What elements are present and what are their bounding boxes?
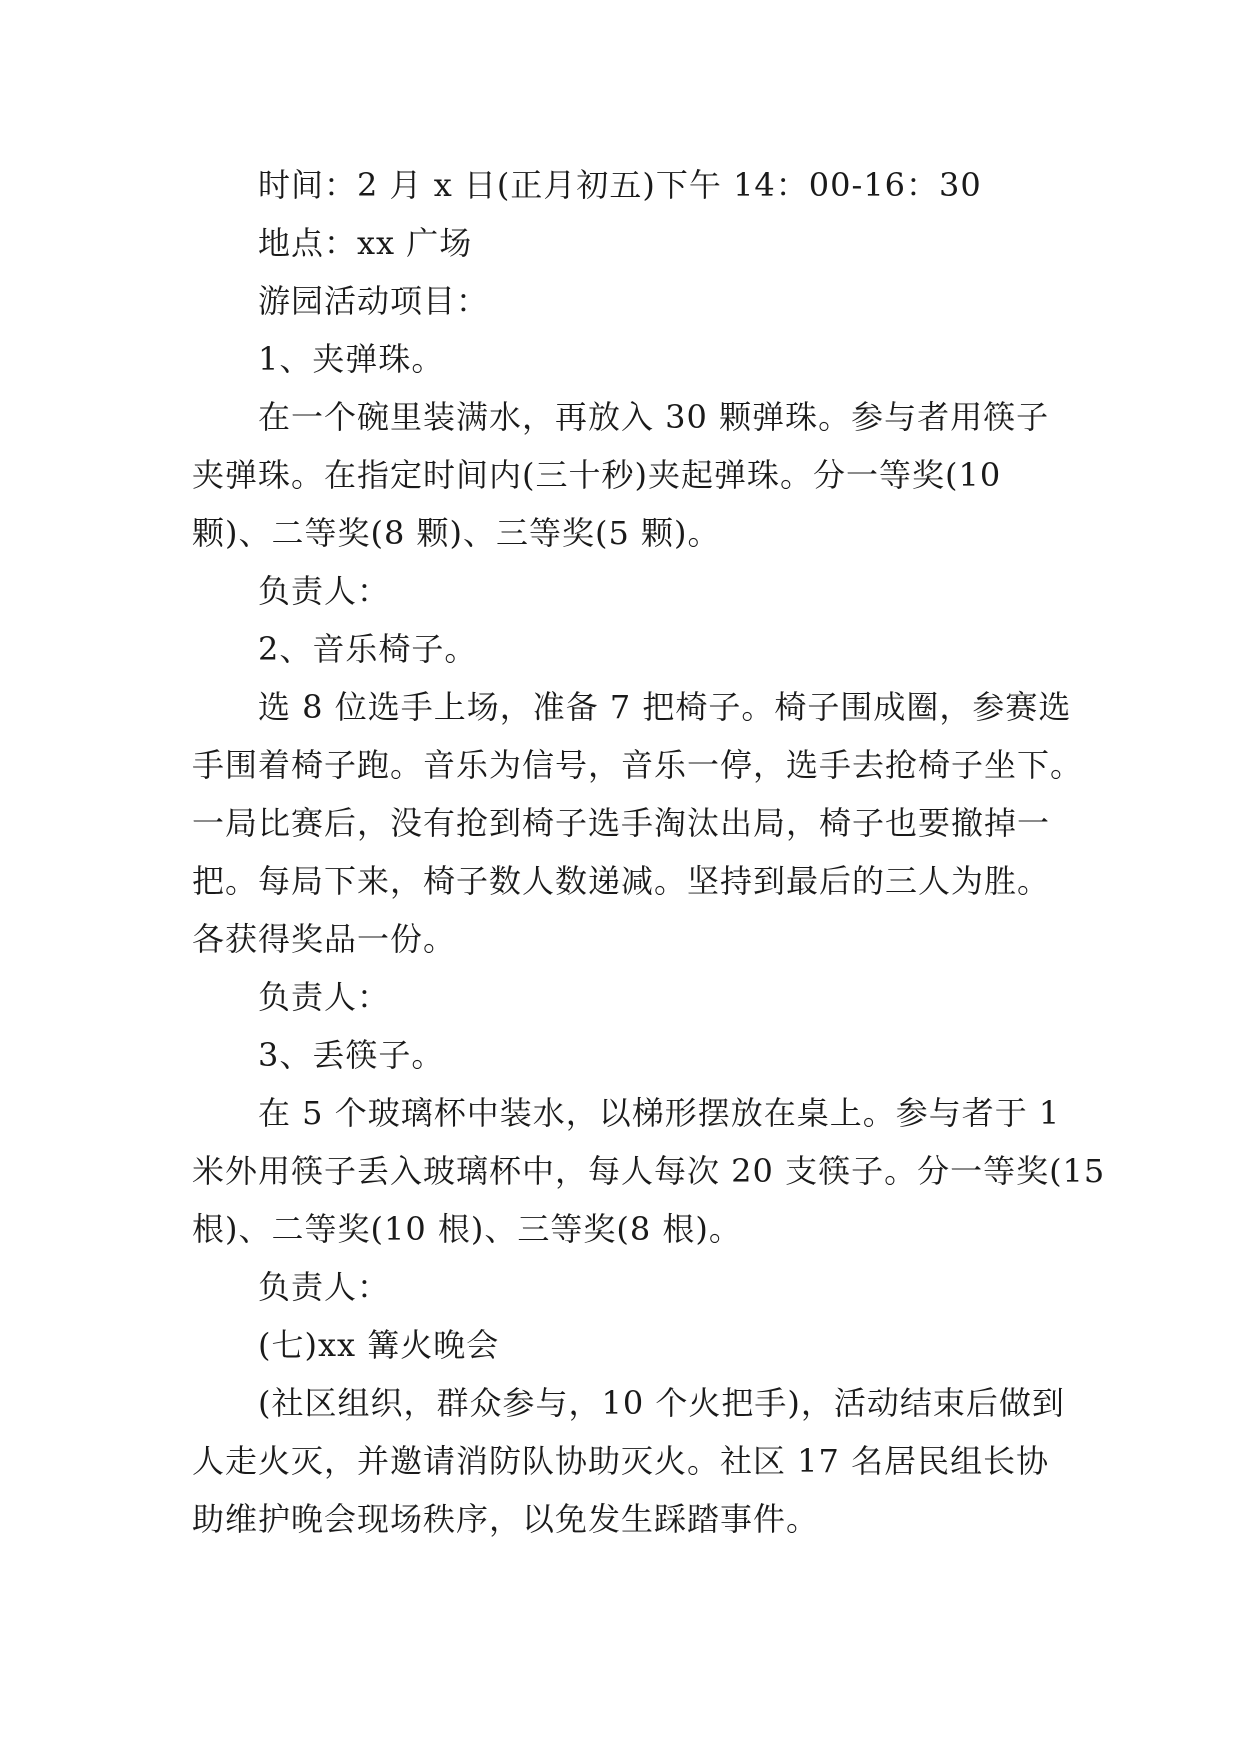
item-2-heading: 2、音乐椅子。: [258, 630, 478, 668]
item-1-text-line-2: 夹弹珠。在指定时间内(三十秒)夹起弹珠。分一等奖(10: [192, 456, 1002, 494]
section-7-heading: (七)xx 篝火晚会: [258, 1326, 500, 1364]
location-line: 地点：xx 广场: [258, 224, 473, 262]
item-3-responsible: 负责人：: [258, 1268, 391, 1306]
item-1-text-line-1: 在一个碗里装满水，再放入 30 颗弹珠。参与者用筷子: [258, 398, 1050, 436]
item-3-text-line-2: 米外用筷子丢入玻璃杯中，每人每次 20 支筷子。分一等奖(15: [192, 1152, 1106, 1190]
item-3-text-line-3: 根)、二等奖(10 根)、三等奖(8 根)。: [192, 1210, 742, 1248]
section-7-text-line-3: 助维护晚会现场秩序，以免发生踩踏事件。: [192, 1500, 820, 1538]
item-3-heading: 3、丢筷子。: [258, 1036, 445, 1074]
item-3-text-line-1: 在 5 个玻璃杯中装水，以梯形摆放在桌上。参与者于 1: [258, 1094, 1061, 1132]
item-1-heading: 1、夹弹珠。: [258, 340, 445, 378]
item-1-text-line-3: 颗)、二等奖(8 颗)、三等奖(5 颗)。: [192, 514, 721, 552]
item-2-text-line-5: 各获得奖品一份。: [192, 920, 457, 958]
item-2-responsible: 负责人：: [258, 978, 391, 1016]
section-7-text-line-2: 人走火灭，并邀请消防队协助灭火。社区 17 名居民组长协: [192, 1442, 1050, 1480]
item-2-text-line-2: 手围着椅子跑。音乐为信号，音乐一停，选手去抢椅子坐下。: [192, 746, 1084, 784]
item-1-responsible: 负责人：: [258, 572, 391, 610]
item-2-text-line-1: 选 8 位选手上场，准备 7 把椅子。椅子围成圈，参赛选: [258, 688, 1072, 726]
activities-heading: 游园活动项目：: [258, 282, 490, 320]
section-7-text-line-1: (社区组织，群众参与，10 个火把手)，活动结束后做到: [258, 1384, 1065, 1422]
item-2-text-line-4: 把。每局下来，椅子数人数递减。坚持到最后的三人为胜。: [192, 862, 1051, 900]
time-line: 时间：2 月 x 日(正月初五)下午 14：00-16：30: [258, 166, 982, 204]
item-2-text-line-3: 一局比赛后，没有抢到椅子选手淘汰出局，椅子也要撤掉一: [192, 804, 1051, 842]
